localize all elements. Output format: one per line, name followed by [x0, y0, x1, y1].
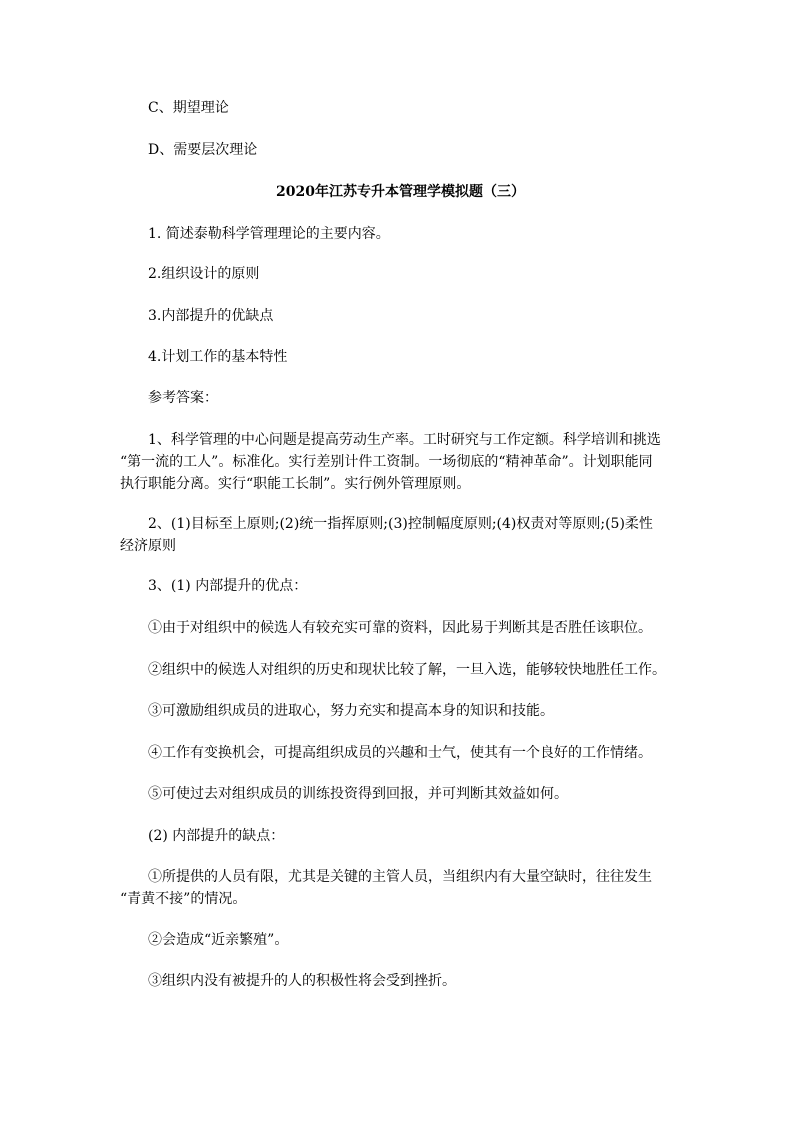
answer-1-line-1: 1、科学管理的中心问题是提高劳动生产率。工时研究与工作定额。科学培训和挑选 — [148, 432, 661, 448]
question-4: 4.计划工作的基本特性 — [148, 349, 288, 365]
answer-3-cons-header: (2) 内部提升的缺点： — [148, 828, 285, 844]
pro-item-3: ③可激励组织成员的进取心，努力充实和提高本身的知识和技能。 — [148, 703, 554, 719]
section-title: 2020年江苏专升本管理学模拟题（三） — [276, 184, 525, 200]
con-item-2: ②会造成“近亲繁殖”。 — [148, 932, 289, 948]
option-c: C、期望理论 — [148, 100, 229, 116]
pro-item-5: ⑤可使过去对组织成员的训练投资得到回报，并可判断其效益如何。 — [148, 786, 568, 802]
con-item-1-line-2: “青黄不接”的情况。 — [120, 891, 247, 907]
answer-2-line-1: 2、(1)目标至上原则;(2)统一指挥原则;(3)控制幅度原则;(4)权责对等原则;(5)柔性 — [148, 516, 653, 532]
answer-3-pros-header: 3、(1) 内部提升的优点： — [148, 578, 308, 594]
question-2: 2.组织设计的原则 — [148, 266, 260, 282]
answer-1-line-3: 执行职能分离。实行“职能工长制”。实行例外管理原则。 — [120, 476, 471, 492]
question-1: 1. 简述泰勒科学管理理论的主要内容。 — [148, 226, 390, 242]
answer-1-line-2: “第一流的工人”。标准化。实行差别计件工资制。一场彻底的“精神革命”。计划职能同 — [120, 454, 653, 470]
pro-item-2: ②组织中的候选人对组织的历史和现状比较了解，一旦入选，能够较快地胜任工作。 — [148, 662, 666, 678]
pro-item-1: ①由于对组织中的候选人有较充实可靠的资料，因此易于判断其是否胜任该职位。 — [148, 620, 652, 636]
question-3: 3.内部提升的优缺点 — [148, 308, 274, 324]
con-item-3: ③组织内没有被提升的人的积极性将会受到挫折。 — [148, 973, 456, 989]
pro-item-4: ④工作有变换机会，可提高组织成员的兴趣和士气，使其有一个良好的工作情绪。 — [148, 745, 652, 761]
option-d: D、需要层次理论 — [148, 142, 258, 158]
answer-2-line-2: 经济原则 — [120, 538, 176, 554]
con-item-1-line-1: ①所提供的人员有限，尤其是关键的主管人员，当组织内有大量空缺时，往往发生 — [148, 869, 652, 885]
answer-header: 参考答案： — [148, 390, 218, 406]
